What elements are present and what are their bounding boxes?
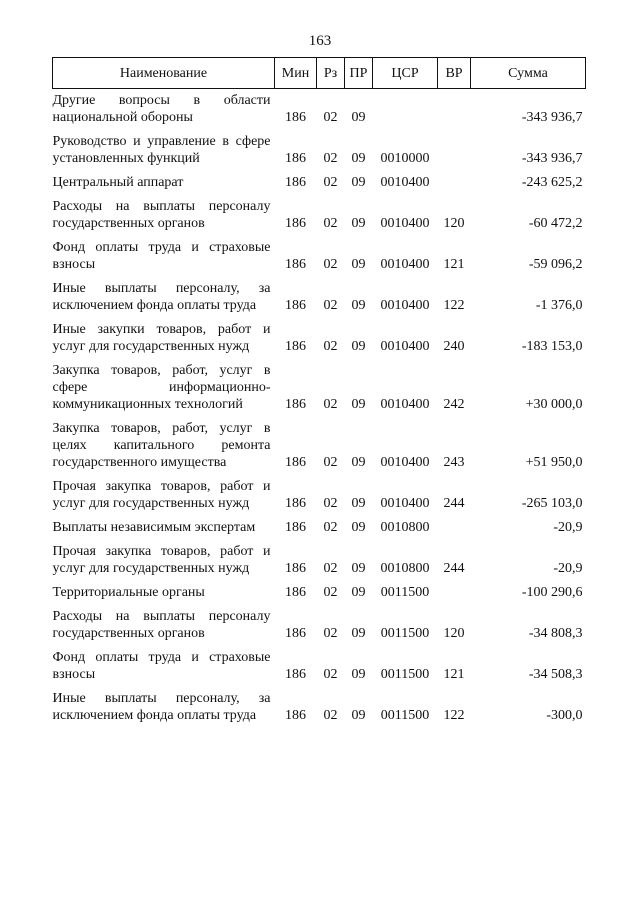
cell-name: Руководство и управление в сфере установленных функций	[52, 134, 271, 166]
cell-pr: 09	[351, 455, 366, 470]
cell-vr: 243	[443, 455, 465, 470]
cell-name: Иные выплаты персоналу, за исключением фонда оплаты труда	[52, 691, 271, 723]
cell-pr: 09	[351, 561, 366, 576]
cell-sum: +51 950,0	[525, 455, 583, 470]
cell-csr: 0011500	[380, 585, 430, 600]
cell-pr: 09	[351, 397, 366, 412]
cell-sum: -265 103,0	[521, 496, 583, 511]
cell-csr	[373, 89, 438, 131]
table-body	[53, 89, 586, 729]
header-rz: Рз	[317, 58, 345, 89]
cell-sum: -300,0	[546, 708, 583, 723]
cell-pr: 09	[351, 175, 366, 190]
cell-min: 186	[285, 339, 306, 354]
table-row	[53, 236, 586, 277]
cell-min: 186	[285, 520, 306, 535]
cell-sum: -34 508,3	[528, 667, 583, 682]
cell-pr: 09	[351, 520, 366, 535]
table-row	[53, 130, 586, 171]
cell-vr: 122	[443, 298, 465, 313]
cell-csr: 0010400	[380, 175, 430, 190]
cell-vr: 242	[443, 397, 465, 412]
table-row	[53, 417, 586, 475]
cell-min: 186	[285, 585, 306, 600]
cell-min: 186	[285, 110, 306, 125]
cell-min: 186	[285, 298, 306, 313]
cell-rz: 02	[323, 561, 338, 576]
budget-table	[52, 57, 586, 728]
cell-vr: 244	[443, 561, 465, 576]
cell-name: Расходы на выплаты персоналу государственных органов	[52, 609, 271, 641]
cell-name: Прочая закупка товаров, работ и услуг для государственных нужд	[52, 479, 271, 511]
header-vr: ВР	[438, 58, 471, 89]
cell-pr: 09	[351, 110, 366, 125]
cell-sum: -20,9	[553, 561, 583, 576]
cell-rz: 02	[323, 216, 338, 231]
cell-sum: -343 936,7	[521, 151, 583, 166]
table-row	[53, 318, 586, 359]
cell-sum: +30 000,0	[525, 397, 583, 412]
cell-name: Прочая закупка товаров, работ и услуг для государственных нужд	[52, 544, 271, 576]
cell-rz: 02	[323, 626, 338, 641]
cell-min: 186	[285, 257, 306, 272]
cell-name: Расходы на выплаты персоналу государственных органов	[52, 199, 271, 231]
cell-csr: 0010400	[380, 339, 430, 354]
cell-min: 186	[285, 626, 306, 641]
cell-rz: 02	[323, 667, 338, 682]
table-row	[53, 359, 586, 417]
cell-rz: 02	[323, 151, 338, 166]
cell-vr	[438, 581, 471, 605]
cell-vr: 121	[443, 667, 465, 682]
cell-min: 186	[285, 397, 306, 412]
header-name: Наименование	[53, 58, 275, 89]
table-row	[53, 195, 586, 236]
cell-vr: 244	[443, 496, 465, 511]
header-csr: ЦСР	[373, 58, 438, 89]
header-row	[53, 58, 586, 89]
cell-pr: 09	[351, 667, 366, 682]
cell-rz: 02	[323, 175, 338, 190]
cell-pr: 09	[351, 585, 366, 600]
cell-rz: 02	[323, 298, 338, 313]
cell-csr: 0010400	[380, 455, 430, 470]
cell-name: Иные закупки товаров, работ и услуг для государственных нужд	[52, 322, 271, 354]
cell-sum: -20,9	[553, 520, 583, 535]
table-row	[53, 540, 586, 581]
table-row	[53, 89, 586, 131]
cell-vr	[438, 171, 471, 195]
cell-vr	[438, 130, 471, 171]
page-number: 163	[308, 33, 332, 49]
cell-name: Выплаты независимым экспертам	[52, 520, 256, 535]
cell-pr: 09	[351, 216, 366, 231]
cell-pr: 09	[351, 151, 366, 166]
cell-pr: 09	[351, 496, 366, 511]
cell-vr: 120	[443, 626, 465, 641]
cell-pr: 09	[351, 257, 366, 272]
cell-rz: 02	[323, 520, 338, 535]
table-row	[53, 605, 586, 646]
cell-rz: 02	[323, 455, 338, 470]
cell-csr: 0010400	[380, 298, 430, 313]
cell-csr: 0010400	[380, 216, 430, 231]
cell-min: 186	[285, 216, 306, 231]
table-row	[53, 475, 586, 516]
cell-min: 186	[285, 175, 306, 190]
cell-sum: -59 096,2	[528, 257, 583, 272]
cell-csr: 0011500	[380, 667, 430, 682]
cell-vr: 120	[443, 216, 465, 231]
cell-name: Центральный аппарат	[52, 175, 184, 190]
cell-csr: 0010800	[380, 561, 430, 576]
cell-name: Закупка товаров, работ, услуг в целях капитального ремонта государственного имущества	[52, 421, 271, 470]
cell-name: Фонд оплаты труда и страховые взносы	[52, 240, 271, 272]
cell-csr: 0010400	[380, 397, 430, 412]
cell-csr: 0010400	[380, 257, 430, 272]
cell-sum: -60 472,2	[528, 216, 583, 231]
cell-name: Иные выплаты персоналу, за исключением фонда оплаты труда	[52, 281, 271, 313]
cell-rz: 02	[323, 496, 338, 511]
table-row	[53, 171, 586, 195]
table-row	[53, 687, 586, 728]
cell-min: 186	[285, 667, 306, 682]
cell-pr: 09	[351, 298, 366, 313]
cell-min: 186	[285, 151, 306, 166]
header-sum: Сумма	[471, 58, 586, 89]
cell-sum: -183 153,0	[521, 339, 583, 354]
cell-vr: 121	[443, 257, 465, 272]
cell-pr: 09	[351, 626, 366, 641]
header-min: Мин	[275, 58, 317, 89]
cell-rz: 02	[323, 397, 338, 412]
cell-csr: 0010800	[380, 520, 430, 535]
cell-rz: 02	[323, 110, 338, 125]
cell-min: 186	[285, 496, 306, 511]
table-row	[53, 581, 586, 605]
cell-name: Территориальные органы	[52, 585, 205, 600]
cell-sum: -343 936,7	[521, 110, 583, 125]
cell-vr: 122	[443, 708, 465, 723]
table-row	[53, 277, 586, 318]
cell-vr	[438, 516, 471, 540]
table-row	[53, 516, 586, 540]
cell-min: 186	[285, 708, 306, 723]
cell-sum: -100 290,6	[521, 585, 583, 600]
cell-rz: 02	[323, 257, 338, 272]
cell-sum: -243 625,2	[521, 175, 583, 190]
cell-rz: 02	[323, 339, 338, 354]
cell-pr: 09	[351, 708, 366, 723]
cell-rz: 02	[323, 708, 338, 723]
header-pr: ПР	[345, 58, 373, 89]
cell-min: 186	[285, 455, 306, 470]
cell-csr: 0011500	[380, 626, 430, 641]
cell-name: Закупка товаров, работ, услуг в сфере информационно-коммуникационных технологий	[52, 363, 271, 412]
cell-vr	[438, 89, 471, 131]
cell-csr: 0010000	[380, 151, 430, 166]
cell-name: Фонд оплаты труда и страховые взносы	[52, 650, 271, 682]
table-row	[53, 646, 586, 687]
cell-rz: 02	[323, 585, 338, 600]
cell-csr: 0010400	[380, 496, 430, 511]
cell-pr: 09	[351, 339, 366, 354]
cell-sum: -1 376,0	[535, 298, 583, 313]
table-header	[53, 58, 586, 89]
cell-vr: 240	[443, 339, 465, 354]
cell-sum: -34 808,3	[528, 626, 583, 641]
cell-name: Другие вопросы в области национальной обороны	[52, 93, 271, 125]
cell-csr: 0011500	[380, 708, 430, 723]
cell-min: 186	[285, 561, 306, 576]
